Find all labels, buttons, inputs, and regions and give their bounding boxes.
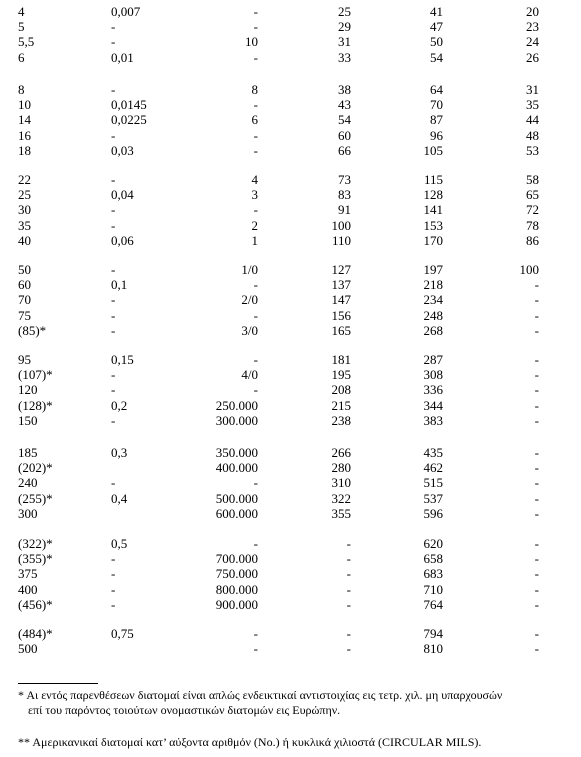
table-cell-col-6: -: [534, 566, 539, 582]
table-cell-col-5: 537: [423, 490, 443, 506]
row-group: [0, 536, 581, 612]
table-cell-col-3: -: [253, 49, 258, 65]
table-cell-col-4: 266: [331, 445, 351, 460]
table-cell-col-5: 683: [423, 566, 443, 582]
table-cell-col-5: 596: [423, 505, 443, 521]
row-group: [0, 82, 581, 158]
table-cell-col-6: -: [534, 505, 539, 521]
table-cell-col-1: 150: [18, 412, 38, 428]
table-cell-col-6: 26: [526, 49, 539, 65]
table-cell-col-2: -: [111, 34, 116, 50]
row-group: [0, 4, 581, 65]
table-cell-col-3: -: [253, 641, 258, 657]
table-cell-col-1: 5,5: [18, 34, 35, 50]
table-cell-col-6: -: [534, 382, 539, 398]
table-cell-col-1: 40: [18, 232, 31, 248]
table-row: [0, 460, 581, 475]
table-cell-col-1: 75: [18, 307, 31, 323]
table-cell-col-4: 38: [338, 82, 351, 97]
table-cell-col-5: 50: [430, 34, 443, 50]
table-row: [0, 50, 581, 65]
table-cell-col-6: -: [534, 551, 539, 567]
table-cell-col-3: 4: [251, 172, 258, 187]
table-cell-col-5: 268: [423, 322, 443, 338]
table-cell-col-2: -: [111, 292, 116, 308]
table-cell-col-5: 153: [423, 217, 443, 233]
table-row: [0, 506, 581, 521]
table-cell-col-6: -: [534, 536, 539, 551]
table-cell-col-5: 234: [423, 292, 443, 308]
table-cell-col-6: 58: [526, 172, 539, 187]
table-row: [0, 4, 581, 19]
table-cell-col-2: -: [111, 217, 116, 233]
table-cell-col-3: 800.000: [215, 581, 258, 597]
table-cell-col-2: 0,0225: [111, 112, 147, 128]
table-cell-col-1: 185: [18, 445, 38, 460]
table-cell-col-6: 44: [526, 112, 539, 128]
table-cell-col-6: -: [534, 490, 539, 506]
table-cell-col-6: 53: [526, 142, 539, 158]
table-row: [0, 82, 581, 97]
table-cell-col-1: (85)*: [18, 322, 47, 338]
table-cell-col-4: 137: [331, 277, 351, 293]
table-cell-col-2: -: [111, 82, 116, 97]
table-cell-col-4: 83: [338, 187, 351, 203]
table-cell-col-2: -: [111, 367, 116, 383]
table-cell-col-6: -: [534, 475, 539, 491]
table-cell-col-2: 0,03: [111, 142, 134, 158]
table-cell-col-1: 5: [18, 19, 25, 35]
table-cell-col-3: 4/0: [241, 367, 258, 383]
table-cell-col-5: 128: [423, 187, 443, 203]
table-cell-col-1: 500: [18, 641, 38, 657]
footnote-1-line-1: * Αι εντός παρενθέσεων διατομαί είναι απλώς ενδεικτικαί αντιστοιχίας εις τετρ. χιλ. μη υπαρχουσών: [18, 688, 503, 702]
row-group: [0, 445, 581, 521]
table-cell-col-5: 96: [430, 127, 443, 143]
table-cell-col-6: -: [534, 641, 539, 657]
table-cell-col-2: 0,15: [111, 352, 134, 367]
table-row: [0, 19, 581, 34]
table-cell-col-4: -: [346, 626, 351, 641]
table-row: [0, 202, 581, 217]
table-cell-col-5: 170: [423, 232, 443, 248]
table-cell-col-6: 31: [526, 82, 539, 97]
table-cell-col-2: -: [111, 172, 116, 187]
table-cell-col-6: 48: [526, 127, 539, 143]
table-cell-col-5: 462: [423, 460, 443, 476]
table-cell-col-4: 60: [338, 127, 351, 143]
table-cell-col-3: 2: [251, 217, 258, 233]
table-cell-col-6: -: [534, 397, 539, 413]
table-cell-col-2: -: [111, 202, 116, 218]
table-cell-col-3: -: [253, 142, 258, 158]
table-cell-col-4: 310: [331, 475, 351, 491]
table-cell-col-2: -: [111, 551, 116, 567]
table-cell-col-4: 110: [331, 232, 351, 248]
table-cell-col-6: 20: [526, 4, 539, 19]
table-row: [0, 187, 581, 202]
table-cell-col-6: 24: [526, 34, 539, 50]
table-cell-col-4: 280: [331, 460, 351, 476]
table-cell-col-5: 344: [423, 397, 443, 413]
table-cell-col-5: 54: [430, 49, 443, 65]
table-cell-col-5: 64: [430, 82, 443, 97]
table-row: [0, 641, 581, 656]
table-cell-col-1: 35: [18, 217, 31, 233]
table-cell-col-3: 400.000: [215, 460, 258, 476]
table-cell-col-3: -: [253, 626, 258, 641]
table-cell-col-5: 308: [423, 367, 443, 383]
table-row: [0, 551, 581, 566]
table-cell-col-2: -: [111, 307, 116, 323]
table-cell-col-3: -: [253, 127, 258, 143]
table-cell-col-3: 6: [251, 112, 258, 128]
table-row: [0, 382, 581, 397]
table-row: [0, 97, 581, 112]
table-cell-col-4: -: [346, 566, 351, 582]
table-cell-col-2: 0,3: [111, 445, 128, 460]
table-row: [0, 445, 581, 460]
table-cell-col-5: 218: [423, 277, 443, 293]
table-row: [0, 323, 581, 338]
table-cell-col-2: -: [111, 127, 116, 143]
table-cell-col-3: -: [253, 277, 258, 293]
table-row: [0, 308, 581, 323]
table-cell-col-1: 8: [18, 82, 25, 97]
table-cell-col-1: 18: [18, 142, 31, 158]
table-cell-col-1: (355)*: [18, 551, 53, 567]
table-cell-col-2: -: [111, 475, 116, 491]
table-cell-col-4: 33: [338, 49, 351, 65]
table-cell-col-5: 383: [423, 412, 443, 428]
table-cell-col-3: 250.000: [215, 397, 258, 413]
table-cell-col-1: 120: [18, 382, 38, 398]
table-cell-col-6: -: [534, 322, 539, 338]
table-cell-col-3: 10: [245, 34, 258, 50]
table-cell-col-4: -: [346, 536, 351, 551]
table-row: [0, 582, 581, 597]
table-row: [0, 233, 581, 248]
table-cell-col-5: 47: [430, 19, 443, 35]
table-cell-col-1: 300: [18, 505, 38, 521]
table-cell-col-6: -: [534, 445, 539, 460]
table-cell-col-3: -: [253, 475, 258, 491]
table-cell-col-3: 900.000: [215, 596, 258, 612]
table-cell-col-1: (322)*: [18, 536, 53, 551]
table-cell-col-6: 78: [526, 217, 539, 233]
table-cell-col-5: 70: [430, 97, 443, 113]
table-cell-col-4: -: [346, 641, 351, 657]
table-cell-col-4: 66: [338, 142, 351, 158]
table-row: [0, 367, 581, 382]
table-cell-col-1: (128)*: [18, 397, 53, 413]
table-cell-col-3: 750.000: [215, 566, 258, 582]
table-row: [0, 143, 581, 158]
table-cell-col-4: 73: [338, 172, 351, 187]
table-cell-col-5: 87: [430, 112, 443, 128]
table-cell-col-2: -: [111, 596, 116, 612]
table-cell-col-1: 25: [18, 187, 31, 203]
table-cell-col-4: 195: [331, 367, 351, 383]
table-cell-col-1: (202)*: [18, 460, 53, 476]
table-cell-col-4: 208: [331, 382, 351, 398]
table-cell-col-2: -: [111, 322, 116, 338]
table-cell-col-3: 700.000: [215, 551, 258, 567]
table-cell-col-4: 43: [338, 97, 351, 113]
table-cell-col-1: 400: [18, 581, 38, 597]
table-row: [0, 398, 581, 413]
table-cell-col-3: 8: [251, 82, 258, 97]
table-cell-col-1: 240: [18, 475, 38, 491]
table-cell-col-4: -: [346, 551, 351, 567]
table-cell-col-1: 4: [18, 4, 25, 19]
table-cell-col-1: 16: [18, 127, 31, 143]
table-cell-col-2: 0,1: [111, 277, 128, 293]
row-group: [0, 626, 581, 656]
table-cell-col-1: (456)*: [18, 596, 53, 612]
table-cell-col-4: 100: [331, 217, 351, 233]
table-cell-col-5: 41: [430, 4, 443, 19]
table-cell-col-5: 810: [423, 641, 443, 657]
table-cell-col-1: 375: [18, 566, 38, 582]
table-cell-col-3: -: [253, 4, 258, 19]
table-cell-col-2: 0,01: [111, 49, 134, 65]
table-row: [0, 352, 581, 367]
table-cell-col-3: 350.000: [215, 445, 258, 460]
table-cell-col-3: 2/0: [241, 292, 258, 308]
table-cell-col-6: 100: [519, 262, 539, 277]
table-cell-col-3: 3/0: [241, 322, 258, 338]
table-cell-col-6: -: [534, 596, 539, 612]
table-cell-col-6: 65: [526, 187, 539, 203]
row-group: [0, 262, 581, 338]
table-row: [0, 491, 581, 506]
row-group: [0, 172, 581, 248]
table-cell-col-1: (107)*: [18, 367, 53, 383]
table-row: [0, 413, 581, 428]
table-row: [0, 292, 581, 307]
table-cell-col-5: 435: [423, 445, 443, 460]
table-row: [0, 172, 581, 187]
table-cell-col-2: 0,5: [111, 536, 128, 551]
table-cell-col-3: 1/0: [241, 262, 258, 277]
table-cell-col-2: -: [111, 566, 116, 582]
table-cell-col-5: 620: [423, 536, 443, 551]
table-cell-col-6: -: [534, 626, 539, 641]
table-cell-col-6: 72: [526, 202, 539, 218]
table-cell-col-4: 25: [338, 4, 351, 19]
footnote-separator: [18, 683, 98, 684]
table-cell-col-5: 141: [423, 202, 443, 218]
table-cell-col-4: -: [346, 581, 351, 597]
table-cell-col-6: -: [534, 412, 539, 428]
table-cell-col-5: 115: [423, 172, 443, 187]
table-cell-col-5: 197: [423, 262, 443, 277]
table-cell-col-3: -: [253, 19, 258, 35]
table-cell-col-3: -: [253, 97, 258, 113]
table-cell-col-2: 0,0145: [111, 97, 147, 113]
table-cell-col-2: 0,007: [111, 4, 141, 19]
table-cell-col-4: 215: [331, 397, 351, 413]
table-cell-col-2: 0,2: [111, 397, 128, 413]
table-row: [0, 262, 581, 277]
table-cell-col-4: 31: [338, 34, 351, 50]
table-cell-col-1: 6: [18, 49, 25, 65]
footnote-2: ** Αμερικανικαί διατομαί κατ’ αύξοντα αριθμόν (No.) ή κυκλικά χιλιοστά (CIRCULAR MILS).: [18, 735, 482, 749]
table-cell-col-2: -: [111, 19, 116, 35]
table-cell-col-3: -: [253, 202, 258, 218]
table-cell-col-6: -: [534, 307, 539, 323]
table-cell-col-4: 29: [338, 19, 351, 35]
table-cell-col-5: 287: [423, 352, 443, 367]
table-cell-col-5: 336: [423, 382, 443, 398]
table-cell-col-1: 95: [18, 352, 31, 367]
table-cell-col-1: 10: [18, 97, 31, 113]
table-cell-col-3: 1: [251, 232, 258, 248]
table-cell-col-3: 500.000: [215, 490, 258, 506]
table-cell-col-2: 0,04: [111, 187, 134, 203]
table-cell-col-4: 322: [331, 490, 351, 506]
table-cell-col-5: 794: [423, 626, 443, 641]
table-cell-col-4: 355: [331, 505, 351, 521]
table-cell-col-2: -: [111, 581, 116, 597]
table-cell-col-1: 30: [18, 202, 31, 218]
table-cell-col-6: -: [534, 292, 539, 308]
table-cell-col-5: 658: [423, 551, 443, 567]
table-row: [0, 277, 581, 292]
table-cell-col-1: 70: [18, 292, 31, 308]
table-row: [0, 626, 581, 641]
table-cell-col-4: 156: [331, 307, 351, 323]
table-cell-col-2: 0,75: [111, 626, 134, 641]
table-cell-col-6: 35: [526, 97, 539, 113]
table-row: [0, 112, 581, 127]
table-cell-col-2: -: [111, 412, 116, 428]
table-cell-col-3: 300.000: [215, 412, 258, 428]
table-cell-col-4: 91: [338, 202, 351, 218]
table-cell-col-2: -: [111, 382, 116, 398]
table-cell-col-6: -: [534, 460, 539, 476]
footnote-1: [18, 688, 573, 718]
table-row: [0, 218, 581, 233]
row-group: [0, 352, 581, 428]
table-cell-col-1: 14: [18, 112, 31, 128]
table-cell-col-4: 165: [331, 322, 351, 338]
table-cell-col-6: -: [534, 352, 539, 367]
table-cell-col-3: -: [253, 307, 258, 323]
table-row: [0, 128, 581, 143]
table-cell-col-4: 181: [331, 352, 351, 367]
table-cell-col-3: -: [253, 352, 258, 367]
table-cell-col-5: 710: [423, 581, 443, 597]
table-cell-col-2: -: [111, 262, 116, 277]
table-cell-col-1: (255)*: [18, 490, 53, 506]
table-cell-col-1: 22: [18, 172, 31, 187]
table-cell-col-2: 0,4: [111, 490, 128, 506]
table-cell-col-5: 515: [423, 475, 443, 491]
table-row: [0, 566, 581, 581]
table-row: [0, 34, 581, 49]
table-row: [0, 475, 581, 490]
table-cell-col-6: -: [534, 277, 539, 293]
table-cell-col-4: 238: [331, 412, 351, 428]
table-cell-col-5: 764: [423, 596, 443, 612]
table-cell-col-5: 105: [423, 142, 443, 158]
table-cell-col-4: 147: [331, 292, 351, 308]
table-cell-col-1: (484)*: [18, 626, 53, 641]
table-cell-col-1: 50: [18, 262, 31, 277]
table-cell-col-3: 600.000: [215, 505, 258, 521]
table-cell-col-3: 3: [251, 187, 258, 203]
table-cell-col-1: 60: [18, 277, 31, 293]
table-cell-col-6: 23: [526, 19, 539, 35]
table-cell-col-6: -: [534, 581, 539, 597]
table-row: [0, 536, 581, 551]
table-cell-col-4: 54: [338, 112, 351, 128]
table-cell-col-2: 0,06: [111, 232, 134, 248]
table-cell-col-3: -: [253, 536, 258, 551]
table-cell-col-6: 86: [526, 232, 539, 248]
table-cell-col-3: -: [253, 382, 258, 398]
table-row: [0, 597, 581, 612]
table-cell-col-4: 127: [331, 262, 351, 277]
table-cell-col-6: -: [534, 367, 539, 383]
footnote-1-line-2: επί του παρόντος τοιούτων ονομαστικών διατομών εις Ευρώπην.: [28, 703, 341, 717]
table-cell-col-5: 248: [423, 307, 443, 323]
table-cell-col-4: -: [346, 596, 351, 612]
